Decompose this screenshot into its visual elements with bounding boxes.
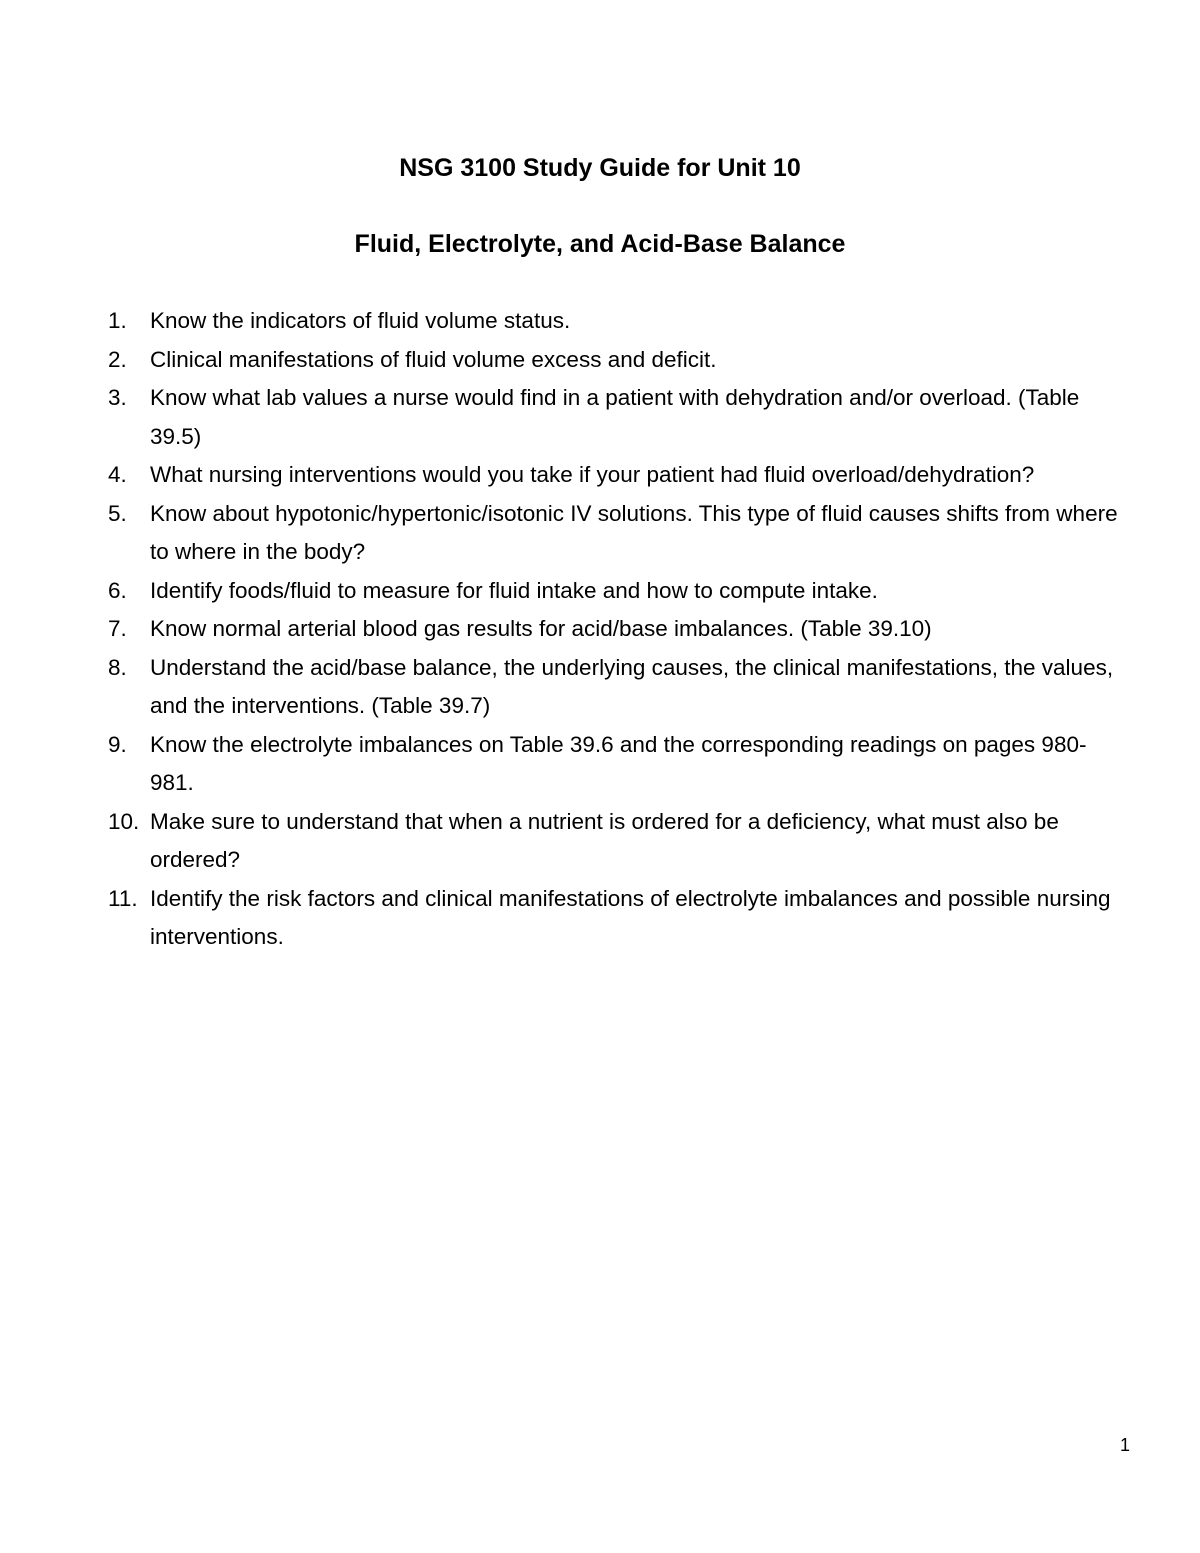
list-item [108,379,1128,456]
list-item-number: 1. [108,308,127,333]
list-item-number: 3. [108,385,127,410]
page-number: 1 [1119,1435,1130,1455]
list-item [108,341,1128,380]
list-item-number: 5. [108,500,127,526]
list-item-text: Clinical manifestations of fluid volume excess and deficit. [150,346,717,372]
list-item-text: Identify foods/fluid to measure for fluid intake and how to compute intake. [150,577,878,603]
list-item-number: 2. [108,346,127,372]
list-item-text: Understand the acid/base balance, the underlying causes, the clinical manifestations, the values, and the interventions. (Table 39.7) [150,654,1114,718]
list-item-number: 7. [108,616,127,641]
list-item-number: 11. [108,885,138,911]
list-item-number: 8. [108,654,127,680]
list-item [108,610,1128,649]
list-item-number: 9. [108,731,127,757]
list-item-text: What nursing interventions would you take if your patient had fluid overload/dehydration? [150,462,1035,487]
list-item-text: Know the indicators of fluid volume status. [150,308,571,333]
page-title: NSG 3100 Study Guide for Unit 10 [399,154,801,182]
list-item [108,649,1128,726]
list-item-text: Identify the risk factors and clinical manifestations of electrolyte imbalances and possible nursing interventions. [150,885,1111,949]
list-item-text: Know about hypotonic/hypertonic/isotonic IV solutions. This type of fluid causes shifts from where to where in the body? [150,500,1118,564]
list-item [108,456,1128,495]
list-item [108,803,1128,880]
study-guide-list [108,302,1128,957]
list-item-text: Make sure to understand that when a nutrient is ordered for a deficiency, what must also be ordered? [150,808,1059,872]
list-item [108,726,1128,803]
list-item [108,880,1128,957]
list-item [108,572,1128,611]
list-item-text: Know what lab values a nurse would find in a patient with dehydration and/or overload. (Table 39.5) [150,385,1080,449]
list-item [108,302,1128,341]
list-item-number: 4. [108,462,127,487]
list-item-text: Know normal arterial blood gas results for acid/base imbalances. (Table 39.10) [150,616,932,641]
list-item-number: 6. [108,577,127,603]
list-item-text: Know the electrolyte imbalances on Table 39.6 and the corresponding readings on pages 980-981. [150,731,1087,795]
page-subtitle: Fluid, Electrolyte, and Acid-Base Balance [354,230,846,258]
list-item [108,495,1128,572]
list-item-number: 10. [108,808,140,834]
